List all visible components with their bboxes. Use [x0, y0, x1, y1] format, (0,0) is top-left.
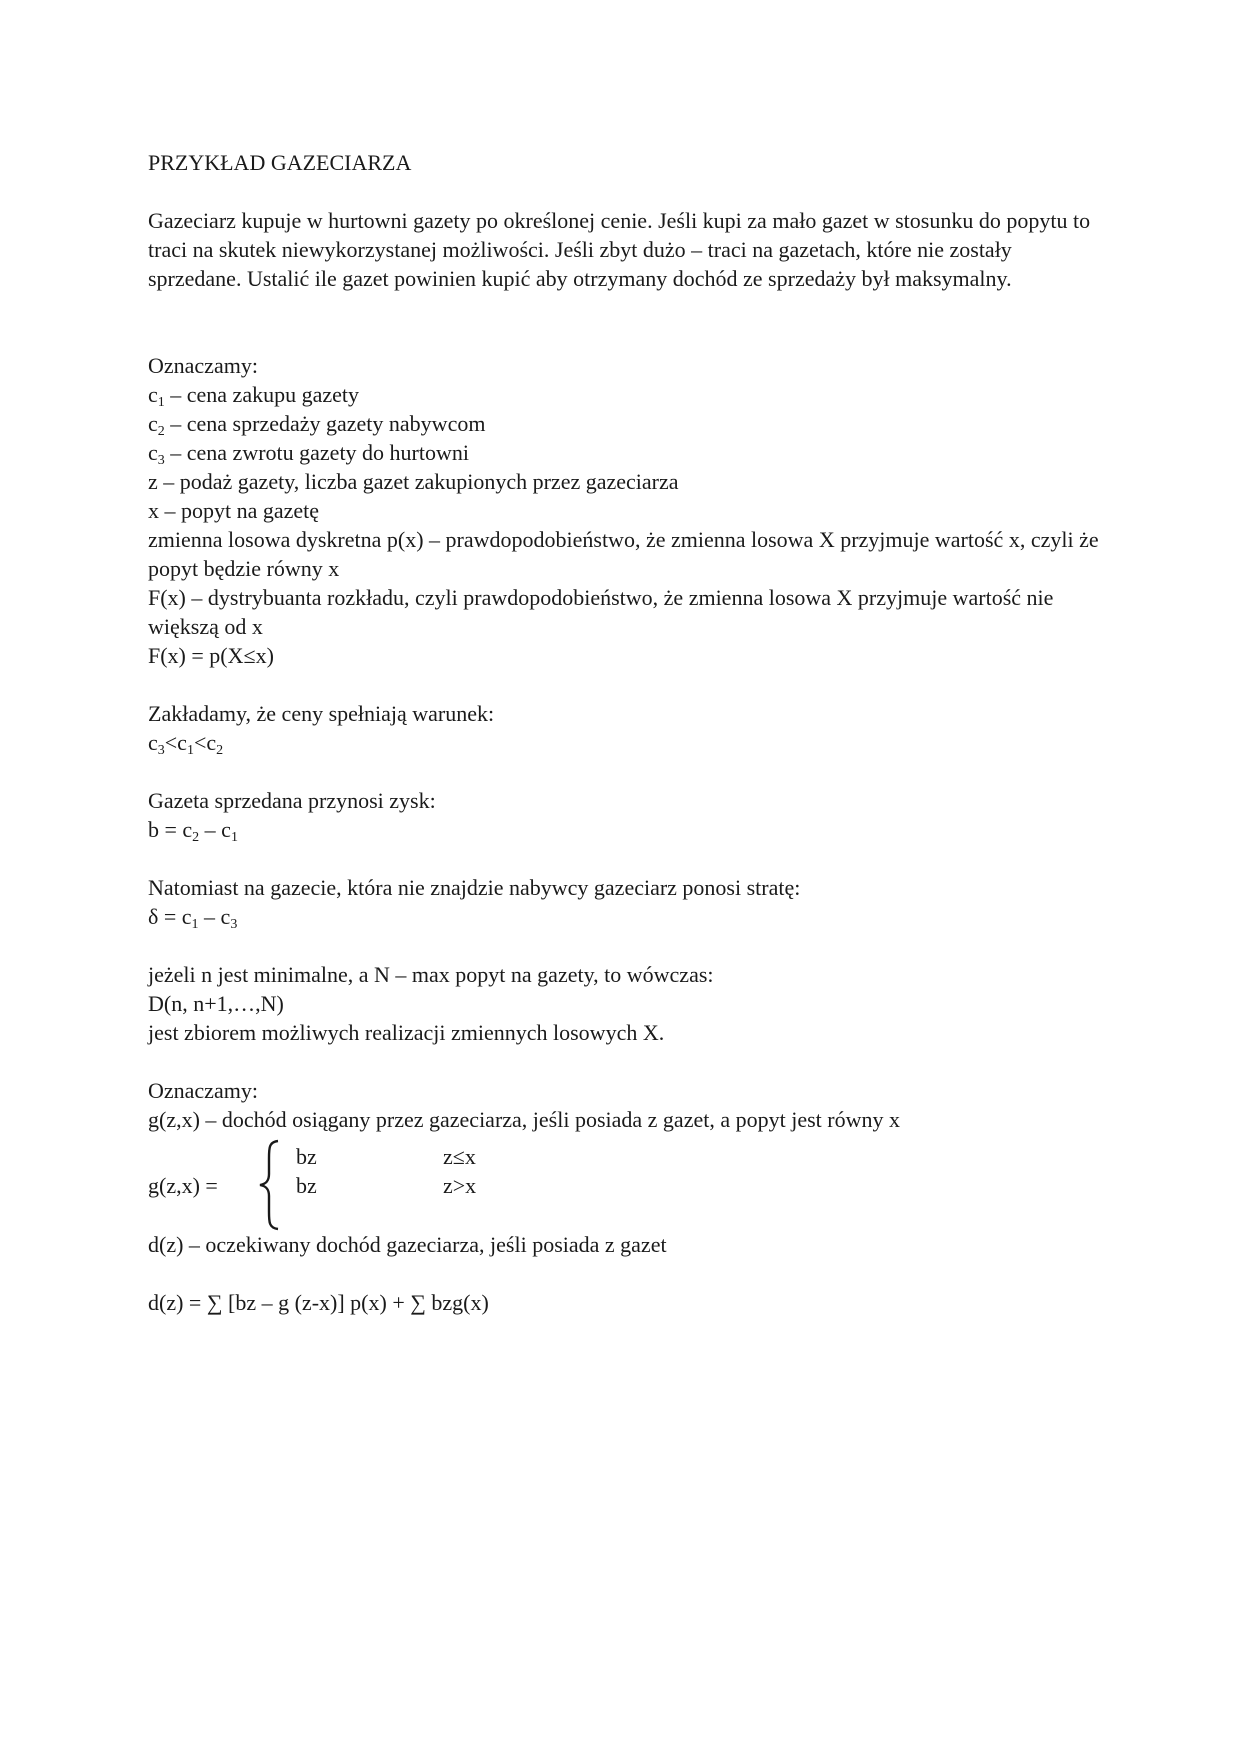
c2-text: – cena sprzedaży gazety nabywcom [164, 411, 486, 436]
formula-subscript: 3 [230, 917, 238, 932]
formula-part: δ = c [148, 904, 192, 929]
piecewise-formula [148, 1142, 1108, 1230]
c3-text: – cena zwrotu gazety do hurtowni [164, 440, 469, 465]
document-title: PRZYKŁAD GAZECIARZA [148, 150, 412, 175]
document-page [148, 148, 1108, 1317]
c2-symbol: c [148, 411, 158, 436]
formula-subscript: 1 [191, 917, 199, 932]
formula-subscript: 3 [157, 743, 165, 758]
loss-formula [148, 902, 1108, 931]
formula-part: c [148, 730, 158, 755]
c1-definition [148, 380, 1108, 409]
formula-subscript: 1 [186, 743, 194, 758]
formula-part: – c [199, 817, 231, 842]
formula-part: b = c [148, 817, 193, 842]
assumption-formula [148, 728, 1108, 757]
c3-symbol: c [148, 440, 158, 465]
notation-heading: Oznaczamy: [148, 353, 258, 378]
set-condition: jeżeli n jest minimalne, a N – max popyt na gazety, to wówczas: [148, 962, 714, 987]
formula-subscript: 1 [230, 830, 238, 845]
c3-definition [148, 438, 1108, 467]
profit-text: Gazeta sprzedana przynosi zysk: [148, 788, 436, 813]
c2-definition [148, 409, 1108, 438]
assumption-text: Zakładamy, że ceny spełniają warunek: [148, 701, 495, 726]
piecewise-case1-condition: z≤x [443, 1144, 476, 1169]
z-definition: z – podaż gazety, liczba gazet zakupionych przez gazeciarza [148, 469, 679, 494]
d-formula: d(z) = ∑ [bz – g (z-x)] p(x) + ∑ bzg(x) [148, 1290, 489, 1315]
d-definition: d(z) – oczekiwany dochód gazeciarza, jeśli posiada z gazet [148, 1232, 667, 1257]
x-definition: x – popyt na gazetę [148, 498, 320, 523]
formula-part: <c [164, 730, 187, 755]
Fx-formula: F(x) = p(X≤x) [148, 643, 274, 668]
piecewise-case1-expr: bz [296, 1144, 317, 1169]
piecewise-case2-expr: bz [296, 1173, 317, 1198]
set-description: jest zbiorem możliwych realizacji zmiennych losowych X. [148, 1020, 665, 1045]
c1-text: – cena zakupu gazety [164, 382, 359, 407]
formula-subscript: 2 [192, 830, 200, 845]
profit-formula [148, 815, 1108, 844]
px-definition: zmienna losowa dyskretna p(x) – prawdopodobieństwo, że zmienna losowa X przyjmuje wartość x, czyli że popyt będzie równy x [148, 527, 1099, 581]
c3-subscript: 3 [157, 453, 165, 468]
income-heading: Oznaczamy: [148, 1078, 258, 1103]
c1-symbol: c [148, 382, 158, 407]
intro-paragraph: Gazeciarz kupuje w hurtowni gazety po określonej cenie. Jeśli kupi za mało gazet w stosunku do popytu to traci na skutek niewykorzystanej możliwości. Jeśli zbyt dużo – traci na gazetach, które nie zostały sprzedane. Ustalić ile gazet powinien kupić aby otrzymany dochód ze sprzedaży był maksymalny. [148, 208, 1091, 291]
c1-subscript: 1 [157, 395, 165, 410]
c2-subscript: 2 [157, 424, 165, 439]
set-notation: D(n, n+1,…,N) [148, 991, 284, 1016]
formula-part: <c [193, 730, 217, 755]
g-definition: g(z,x) – dochód osiągany przez gazeciarza, jeśli posiada z gazet, a popyt jest równy x [148, 1107, 900, 1132]
loss-text: Natomiast na gazecie, która nie znajdzie nabywcy gazeciarz ponosi stratę: [148, 875, 801, 900]
piecewise-case2-condition: z>x [443, 1173, 477, 1198]
formula-subscript: 2 [216, 743, 224, 758]
formula-part: – c [198, 904, 231, 929]
piecewise-lhs: g(z,x) = [148, 1173, 218, 1198]
Fx-definition: F(x) – dystrybuanta rozkładu, czyli prawdopodobieństwo, że zmienna losowa X przyjmuje wartość nie większą od x [148, 585, 1054, 639]
left-brace-icon [256, 1138, 282, 1232]
